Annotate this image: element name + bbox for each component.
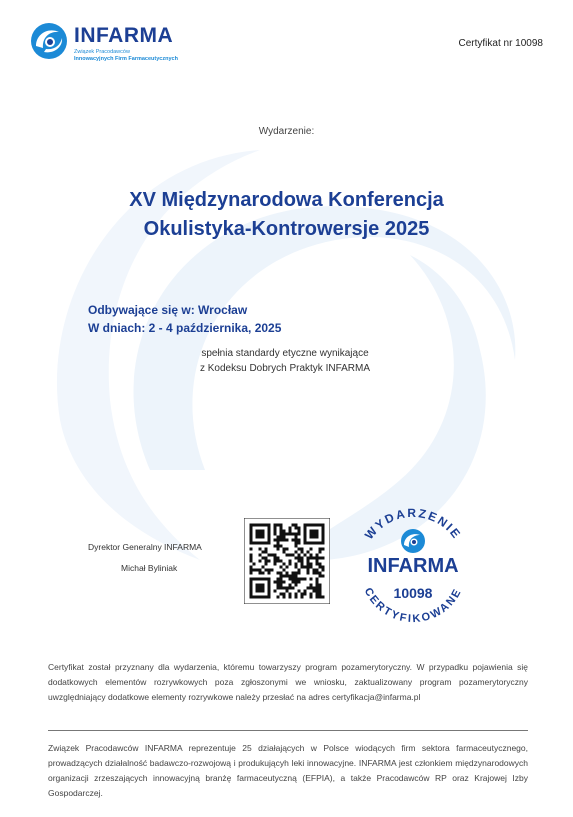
qr-module xyxy=(307,551,310,554)
qr-module xyxy=(292,524,295,527)
qr-module xyxy=(280,584,283,587)
infarma-logo-icon xyxy=(30,22,68,60)
qr-module xyxy=(286,533,289,536)
qr-module xyxy=(250,548,253,551)
qr-module xyxy=(322,569,325,572)
qr-module xyxy=(322,548,325,551)
qr-module xyxy=(259,554,262,557)
seal-logo-icon xyxy=(401,529,425,553)
qr-module xyxy=(277,572,280,575)
qr-module xyxy=(319,572,322,575)
seal-bottom-text: CERTYFIKOWANE xyxy=(361,585,465,626)
qr-module xyxy=(268,572,271,575)
qr-module xyxy=(277,545,280,548)
qr-module xyxy=(298,539,301,542)
ethics-statement: spełnia standardy etyczne wynikające z Kodeksu Dobrych Praktyk INFARMA xyxy=(199,348,371,374)
qr-module xyxy=(277,587,280,590)
qr-module xyxy=(295,566,298,569)
qr-module xyxy=(277,536,280,539)
logo-brand-name: INFARMA xyxy=(74,24,174,47)
qr-module xyxy=(280,575,283,578)
qr-module xyxy=(295,593,298,596)
footer-note: Certyfikat został przyznany dla wydarzenia, któremu towarzyszy program pozamerytoryczny. W przypadku pojawienia się dodatkowych elementów rozrywkowych poza zgłoszonymi we wniosku, zaktualizowany program pozamerytoryczny uwzględniający dodatkowe elementy rozrywkowe należy przesłać na adres certyfikacja@infarma.pl xyxy=(48,662,528,702)
qr-module xyxy=(286,575,289,578)
qr-module xyxy=(292,578,295,581)
qr-module xyxy=(274,539,277,542)
qr-module xyxy=(298,569,301,572)
qr-module xyxy=(316,554,319,557)
qr-module xyxy=(274,527,277,530)
qr-module xyxy=(307,572,310,575)
seal-number: 10098 xyxy=(393,585,433,601)
qr-module xyxy=(274,581,277,584)
qr-module xyxy=(268,560,271,563)
qr-module xyxy=(277,548,280,551)
qr-module xyxy=(322,575,325,578)
footer-divider xyxy=(48,730,528,731)
qr-module xyxy=(286,590,289,593)
qr-module xyxy=(295,578,298,581)
qr-module xyxy=(274,530,277,533)
qr-module xyxy=(298,530,301,533)
qr-module xyxy=(289,587,292,590)
qr-module xyxy=(274,524,277,527)
qr-module xyxy=(292,554,295,557)
qr-module xyxy=(259,572,262,575)
qr-module xyxy=(277,560,280,563)
qr-module xyxy=(310,584,313,587)
qr-module xyxy=(253,563,256,566)
qr-module xyxy=(274,560,277,563)
qr-module xyxy=(295,542,298,545)
qr-module xyxy=(316,596,319,599)
qr-module xyxy=(316,557,319,560)
qr-module xyxy=(298,554,301,557)
qr-module xyxy=(295,527,298,530)
qr-module xyxy=(301,593,304,596)
qr-module xyxy=(316,587,319,590)
qr-module xyxy=(319,548,322,551)
qr-module xyxy=(316,584,319,587)
qr-module xyxy=(301,560,304,563)
qr-module xyxy=(280,578,283,581)
qr-module xyxy=(283,536,286,539)
qr-module xyxy=(292,587,295,590)
qr-module xyxy=(283,569,286,572)
qr-module xyxy=(298,560,301,563)
qr-module xyxy=(298,542,301,545)
signatory-name: Michał Byliniak xyxy=(121,563,178,573)
qr-module xyxy=(316,560,319,563)
qr-module xyxy=(277,539,280,542)
qr-module xyxy=(301,566,304,569)
qr-module xyxy=(283,575,286,578)
qr-module xyxy=(289,593,292,596)
qr-module xyxy=(301,551,304,554)
qr-module xyxy=(298,548,301,551)
qr-module xyxy=(280,524,283,527)
qr-module xyxy=(286,554,289,557)
qr-module xyxy=(286,566,289,569)
qr-module xyxy=(322,557,325,560)
qr-module xyxy=(265,548,268,551)
qr-module xyxy=(271,569,274,572)
qr-module xyxy=(319,557,322,560)
qr-module xyxy=(292,575,295,578)
qr-module xyxy=(280,530,283,533)
qr-module xyxy=(298,590,301,593)
qr-module xyxy=(316,563,319,566)
qr-module xyxy=(274,590,277,593)
qr-module xyxy=(307,587,310,590)
qr-module xyxy=(277,542,280,545)
qr-module xyxy=(289,554,292,557)
qr-module xyxy=(250,554,253,557)
qr-module xyxy=(322,596,325,599)
qr-module xyxy=(295,563,298,566)
qr-module xyxy=(277,584,280,587)
qr-module xyxy=(295,539,298,542)
qr-module xyxy=(292,572,295,575)
qr-module xyxy=(307,566,310,569)
event-title-line2: Okulistyka-Kontrowersje 2025 xyxy=(143,218,430,240)
qr-module xyxy=(274,557,277,560)
qr-module xyxy=(286,587,289,590)
qr-module xyxy=(262,566,265,569)
qr-module xyxy=(295,545,298,548)
qr-module xyxy=(283,587,286,590)
signatory-role: Dyrektor Generalny INFARMA xyxy=(88,542,202,552)
qr-module xyxy=(283,530,286,533)
qr-module xyxy=(301,563,304,566)
qr-finder-pattern xyxy=(310,530,319,539)
qr-module xyxy=(280,539,283,542)
qr-module xyxy=(289,563,292,566)
qr-module xyxy=(283,596,286,599)
qr-module xyxy=(283,539,286,542)
qr-module xyxy=(316,569,319,572)
qr-finder-pattern xyxy=(256,530,265,539)
event-title xyxy=(0,186,573,244)
qr-module xyxy=(265,551,268,554)
qr-module xyxy=(310,578,313,581)
qr-module xyxy=(304,554,307,557)
qr-module xyxy=(316,572,319,575)
qr-module xyxy=(280,545,283,548)
qr-module xyxy=(283,551,286,554)
qr-module xyxy=(274,545,277,548)
qr-module xyxy=(298,533,301,536)
qr-module xyxy=(286,539,289,542)
event-place: Odbywające się w: Wrocław xyxy=(88,303,248,317)
qr-module xyxy=(280,536,283,539)
qr-module xyxy=(313,590,316,593)
qr-module xyxy=(271,554,274,557)
qr-module xyxy=(298,557,301,560)
qr-module xyxy=(304,593,307,596)
qr-module xyxy=(304,566,307,569)
qr-module xyxy=(319,566,322,569)
qr-module xyxy=(313,557,316,560)
qr-module xyxy=(292,539,295,542)
qr-module xyxy=(310,587,313,590)
qr-module xyxy=(295,524,298,527)
qr-module xyxy=(277,578,280,581)
qr-module xyxy=(304,578,307,581)
qr-module xyxy=(265,560,268,563)
qr-module xyxy=(280,566,283,569)
seal-top-text: WYDARZENIE xyxy=(361,505,465,543)
qr-module xyxy=(268,554,271,557)
qr-module xyxy=(295,596,298,599)
qr-module xyxy=(265,569,268,572)
qr-module xyxy=(277,557,280,560)
qr-module xyxy=(319,587,322,590)
qr-module xyxy=(304,590,307,593)
qr-module xyxy=(283,593,286,596)
qr-module xyxy=(310,593,313,596)
qr-module xyxy=(313,569,316,572)
qr-module xyxy=(319,584,322,587)
qr-module xyxy=(292,533,295,536)
qr-module xyxy=(319,590,322,593)
qr-module xyxy=(265,563,268,566)
qr-module xyxy=(280,527,283,530)
qr-module xyxy=(256,569,259,572)
qr-module xyxy=(319,575,322,578)
logo-subtitle: Związek Pracodawców Innowacyjnych Firm Farmaceutycznych xyxy=(74,49,178,62)
qr-module xyxy=(319,551,322,554)
qr-module xyxy=(310,557,313,560)
qr-module xyxy=(298,581,301,584)
certification-seal xyxy=(346,497,480,631)
qr-module xyxy=(310,563,313,566)
qr-module xyxy=(289,527,292,530)
qr-module xyxy=(283,563,286,566)
event-title-line1: XV Międzynarodowa Konferencja xyxy=(129,189,444,211)
qr-module xyxy=(295,575,298,578)
qr-module xyxy=(277,596,280,599)
qr-module xyxy=(286,548,289,551)
qr-module xyxy=(295,536,298,539)
qr-module xyxy=(313,572,316,575)
qr-module xyxy=(316,578,319,581)
qr-module xyxy=(301,596,304,599)
qr-code[interactable] xyxy=(244,518,330,604)
qr-module xyxy=(262,572,265,575)
qr-module xyxy=(268,569,271,572)
qr-module xyxy=(289,575,292,578)
footer-about: Związek Pracodawców INFARMA reprezentuje 25 działających w Polsce wiodących firm sektora farmaceutycznego, prowadzących działalność badawczo-rozwojową i produkującyh leki innowacyjne. INFARMA jest członkiem międzynarodowych organizacji zrzeszających innowacyjną branżę farmaceutyczną (EFPIA), a także Pracodawców RP oraz Krajowej Izby Gospodarczej. xyxy=(48,743,528,798)
qr-module xyxy=(283,581,286,584)
qr-module xyxy=(295,584,298,587)
qr-module xyxy=(301,557,304,560)
event-details xyxy=(88,301,281,337)
qr-module xyxy=(307,569,310,572)
qr-module xyxy=(316,581,319,584)
qr-module xyxy=(277,524,280,527)
qr-module xyxy=(274,563,277,566)
qr-module xyxy=(301,578,304,581)
qr-module xyxy=(298,572,301,575)
qr-module xyxy=(319,563,322,566)
seal-brand: INFARMA xyxy=(367,555,459,577)
qr-module xyxy=(250,572,253,575)
qr-module xyxy=(280,533,283,536)
event-dates: W dniach: 2 - 4 października, 2025 xyxy=(88,321,282,335)
qr-module xyxy=(313,587,316,590)
certificate-number: Certyfikat nr 10098 xyxy=(458,38,543,49)
qr-module xyxy=(298,578,301,581)
qr-module xyxy=(292,581,295,584)
qr-module xyxy=(289,584,292,587)
qr-module xyxy=(295,557,298,560)
qr-module xyxy=(298,527,301,530)
qr-module xyxy=(250,566,253,569)
qr-module xyxy=(277,581,280,584)
qr-module xyxy=(289,530,292,533)
qr-module xyxy=(274,533,277,536)
qr-module xyxy=(289,533,292,536)
qr-module xyxy=(259,569,262,572)
qr-module xyxy=(280,587,283,590)
infarma-logo xyxy=(30,18,210,66)
qr-module xyxy=(295,533,298,536)
qr-module xyxy=(253,569,256,572)
qr-module xyxy=(262,557,265,560)
qr-module xyxy=(319,593,322,596)
qr-module xyxy=(307,563,310,566)
qr-module xyxy=(283,548,286,551)
qr-module xyxy=(262,551,265,554)
qr-module xyxy=(295,581,298,584)
qr-module xyxy=(295,551,298,554)
qr-module xyxy=(289,578,292,581)
qr-module xyxy=(280,593,283,596)
qr-module xyxy=(250,560,253,563)
qr-module xyxy=(259,548,262,551)
qr-module xyxy=(316,590,319,593)
qr-module xyxy=(259,560,262,563)
qr-module xyxy=(283,533,286,536)
qr-module xyxy=(286,572,289,575)
qr-module xyxy=(274,554,277,557)
qr-module xyxy=(307,557,310,560)
qr-module xyxy=(280,560,283,563)
qr-module xyxy=(319,596,322,599)
qr-module xyxy=(322,566,325,569)
qr-module xyxy=(310,554,313,557)
qr-module xyxy=(301,548,304,551)
qr-module xyxy=(310,596,313,599)
qr-module xyxy=(310,566,313,569)
qr-module xyxy=(307,560,310,563)
qr-module xyxy=(289,560,292,563)
qr-finder-pattern xyxy=(256,584,265,593)
qr-module xyxy=(289,596,292,599)
qr-module xyxy=(280,572,283,575)
qr-module xyxy=(265,557,268,560)
qr-module xyxy=(310,548,313,551)
qr-module xyxy=(250,569,253,572)
qr-module xyxy=(295,572,298,575)
event-label: Wydarzenie: xyxy=(258,126,315,137)
qr-module xyxy=(280,581,283,584)
qr-module xyxy=(316,593,319,596)
qr-module xyxy=(250,557,253,560)
